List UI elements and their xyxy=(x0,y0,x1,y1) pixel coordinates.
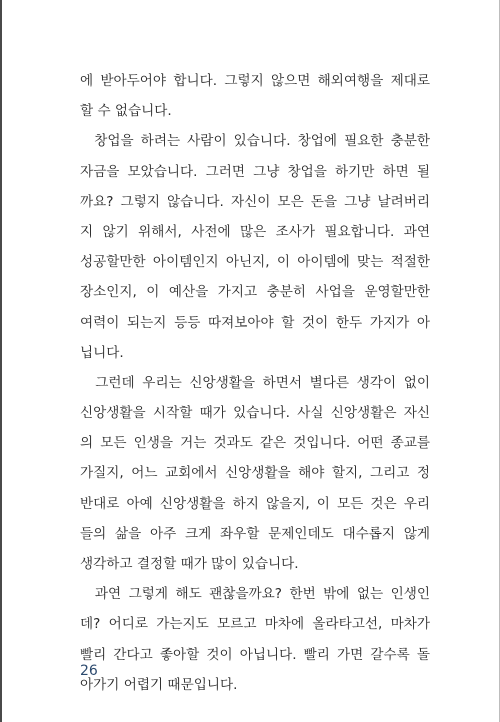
text-line: 지 않기 위해서, 사전에 많은 조사가 필요합니다. 과연 xyxy=(80,223,430,240)
text-line: 자금을 모았습니다. 그러면 그냥 창업을 하기만 하면 될 xyxy=(80,163,430,180)
body-text xyxy=(80,66,430,700)
text-line: 과연 그렇게 해도 괜찮을까요? 한번 밖에 없는 인생인 xyxy=(80,586,430,603)
text-line: 아가기 어렵기 때문입니다. xyxy=(80,676,238,693)
text-line: 반대로 아예 신앙생활을 하지 않을지, 이 모든 것은 우리 xyxy=(80,495,430,512)
text-line: 할 수 없습니다. xyxy=(80,103,172,120)
text-line: 그런데 우리는 신앙생활을 하면서 별다른 생각이 없이 xyxy=(80,374,430,391)
text-line: 닙니다. xyxy=(80,344,124,361)
text-line: 여력이 되는지 등등 따져보아야 할 것이 한두 가지가 아 xyxy=(80,314,430,331)
text-line: 들의 삶을 아주 크게 좌우할 문제인데도 대수롭지 않게 xyxy=(80,525,430,542)
text-line: 성공할만한 아이템인지 아닌지, 이 아이템에 맞는 적절한 xyxy=(80,254,430,271)
text-line: 데? 어디로 가는지도 모르고 마차에 올라타고선, 마차가 xyxy=(80,616,430,633)
text-line: 창업을 하려는 사람이 있습니다. 창업에 필요한 충분한 xyxy=(80,133,430,150)
page-edge-left xyxy=(0,0,2,722)
text-line: 가질지, 어느 교회에서 신앙생활을 해야 할지, 그리고 정 xyxy=(80,465,430,482)
text-line: 빨리 간다고 좋아할 것이 아닙니다. 빨리 가면 갈수록 돌 xyxy=(80,646,430,663)
text-line: 신앙생활을 시작할 때가 있습니다. 사실 신앙생활은 자신 xyxy=(80,405,430,422)
text-line: 까요? 그렇지 않습니다. 자신이 모은 돈을 그냥 날려버리 xyxy=(80,193,430,210)
text-line: 장소인지, 이 예산을 가지고 충분히 사업을 운영할만한 xyxy=(80,284,430,301)
text-line: 의 모든 인생을 거는 것과도 같은 것입니다. 어떤 종교를 xyxy=(80,435,430,452)
page-number: 26 xyxy=(80,663,98,679)
text-line: 생각하고 결정할 때가 많이 있습니다. xyxy=(80,556,299,572)
text-line: 에 받아두어야 합니다. 그렇지 않으면 해외여행을 제대로 xyxy=(80,73,430,89)
